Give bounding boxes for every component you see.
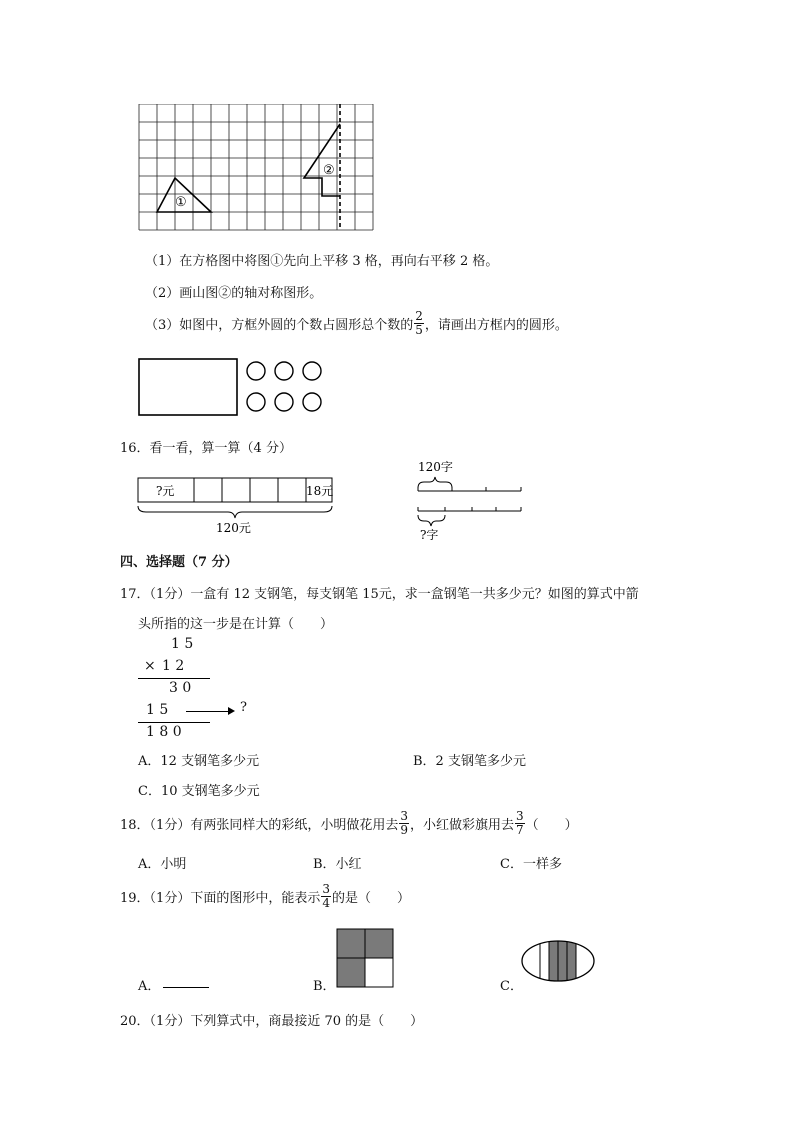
q18-after: （ ） [525,818,578,833]
q17-line1: 17．（1分）一盒有 12 支钢笔，每支钢笔 15元，求一盒钢笔一共多少元？如图的算式中箭 [120,587,639,602]
total-money-label: 120元 [216,521,251,535]
grid-figure [138,104,378,232]
circle [303,393,321,411]
section-4-title: 四、选择题（7 分） [120,555,238,570]
arrow-line [186,711,230,712]
known-money-label: 18元 [306,484,334,498]
q17-option-a[interactable]: A．12 支钢笔多少元 [138,754,260,769]
q18-option-c[interactable]: C．一样多 [500,857,562,872]
circle [247,362,265,380]
unknown-words-label: ?字 [420,528,439,542]
q17-option-b[interactable]: B．2 支钢笔多少元 [413,754,526,769]
vertical-multiplication [138,636,258,744]
q15-sub2: （2）画山图②的轴对称图形。 [145,286,323,301]
fraction-2-5: $\frac{2}{5}$ [415,309,423,337]
empty-box [139,359,237,415]
q18-middle: ，小红做彩旗用去 [409,818,514,833]
calc-row-4: 1 5 [146,702,169,718]
q15-sub3 [145,309,568,339]
q19-option-a[interactable]: A． [138,979,161,994]
shape-2-label: ② [323,163,335,178]
word-segment-diagram [412,458,528,544]
fraction-3-7: $\frac{3}{7}$ [515,809,524,837]
money-bar-diagram [136,476,342,536]
option-a-segment [163,987,209,988]
shape-2 [304,124,340,196]
q19-option-b[interactable]: B． [313,979,336,994]
q16-title: 16．看一看，算一算（4 分） [120,441,292,456]
calc-row-2: 1 2 [162,658,185,674]
q18-option-a[interactable]: A．小明 [138,857,187,872]
q15-sub3-after: ，请画出方框内的圆形。 [424,318,568,333]
q15-sub1: （1）在方格图中将图①先向上平移 3 格，再向右平移 2 格。 [145,254,499,269]
shape-1-label: ① [175,195,187,210]
circle [275,362,293,380]
calc-rule-2 [138,722,210,723]
circle [247,393,265,411]
q17-option-c[interactable]: C．10 支钢笔多少元 [138,784,260,799]
times-sign: × [144,658,156,674]
arrow-label: ? [240,700,247,715]
q15-sub3-before: （3）如图中，方框外圆的个数占圆形总个数的 [145,318,414,333]
grid-lines [139,104,373,230]
option-b-square-figure [336,928,396,990]
unknown-money-label: ?元 [156,484,175,498]
box-and-circles-figure [138,356,328,420]
calc-row-3: 3 0 [169,680,192,696]
fraction-3-4: $\frac{3}{4}$ [322,882,330,910]
known-words-label: 120字 [418,460,453,474]
arrow-head-icon [228,707,235,715]
total-brace [138,506,332,518]
calc-row-5: 1 8 0 [146,724,182,740]
q19-option-c[interactable]: C． [500,979,523,994]
fraction-3-9: $\frac{3}{9}$ [400,809,408,837]
q19-after: 的是（ ） [331,891,410,906]
q18-before: 18．（1分）有两张同样大的彩纸，小明做花用去 [120,818,399,833]
q19-before: 19．（1分）下面的图形中，能表示 [120,891,321,906]
q18-question [120,809,578,839]
bottom-brace [418,515,445,526]
q20-question: 20．（1分）下列算式中，商最接近 70 的是（ ） [120,1014,424,1029]
calc-row-1: 1 5 [171,636,194,652]
calc-rule-1 [138,678,210,679]
circle [275,393,293,411]
option-c-ellipse-figure [520,939,598,985]
q19-question [120,882,410,912]
q18-option-b[interactable]: B．小红 [313,857,362,872]
top-brace [418,477,452,488]
circle [303,362,321,380]
q17-line2: 头所指的这一步是在计算（ ） [138,617,334,632]
